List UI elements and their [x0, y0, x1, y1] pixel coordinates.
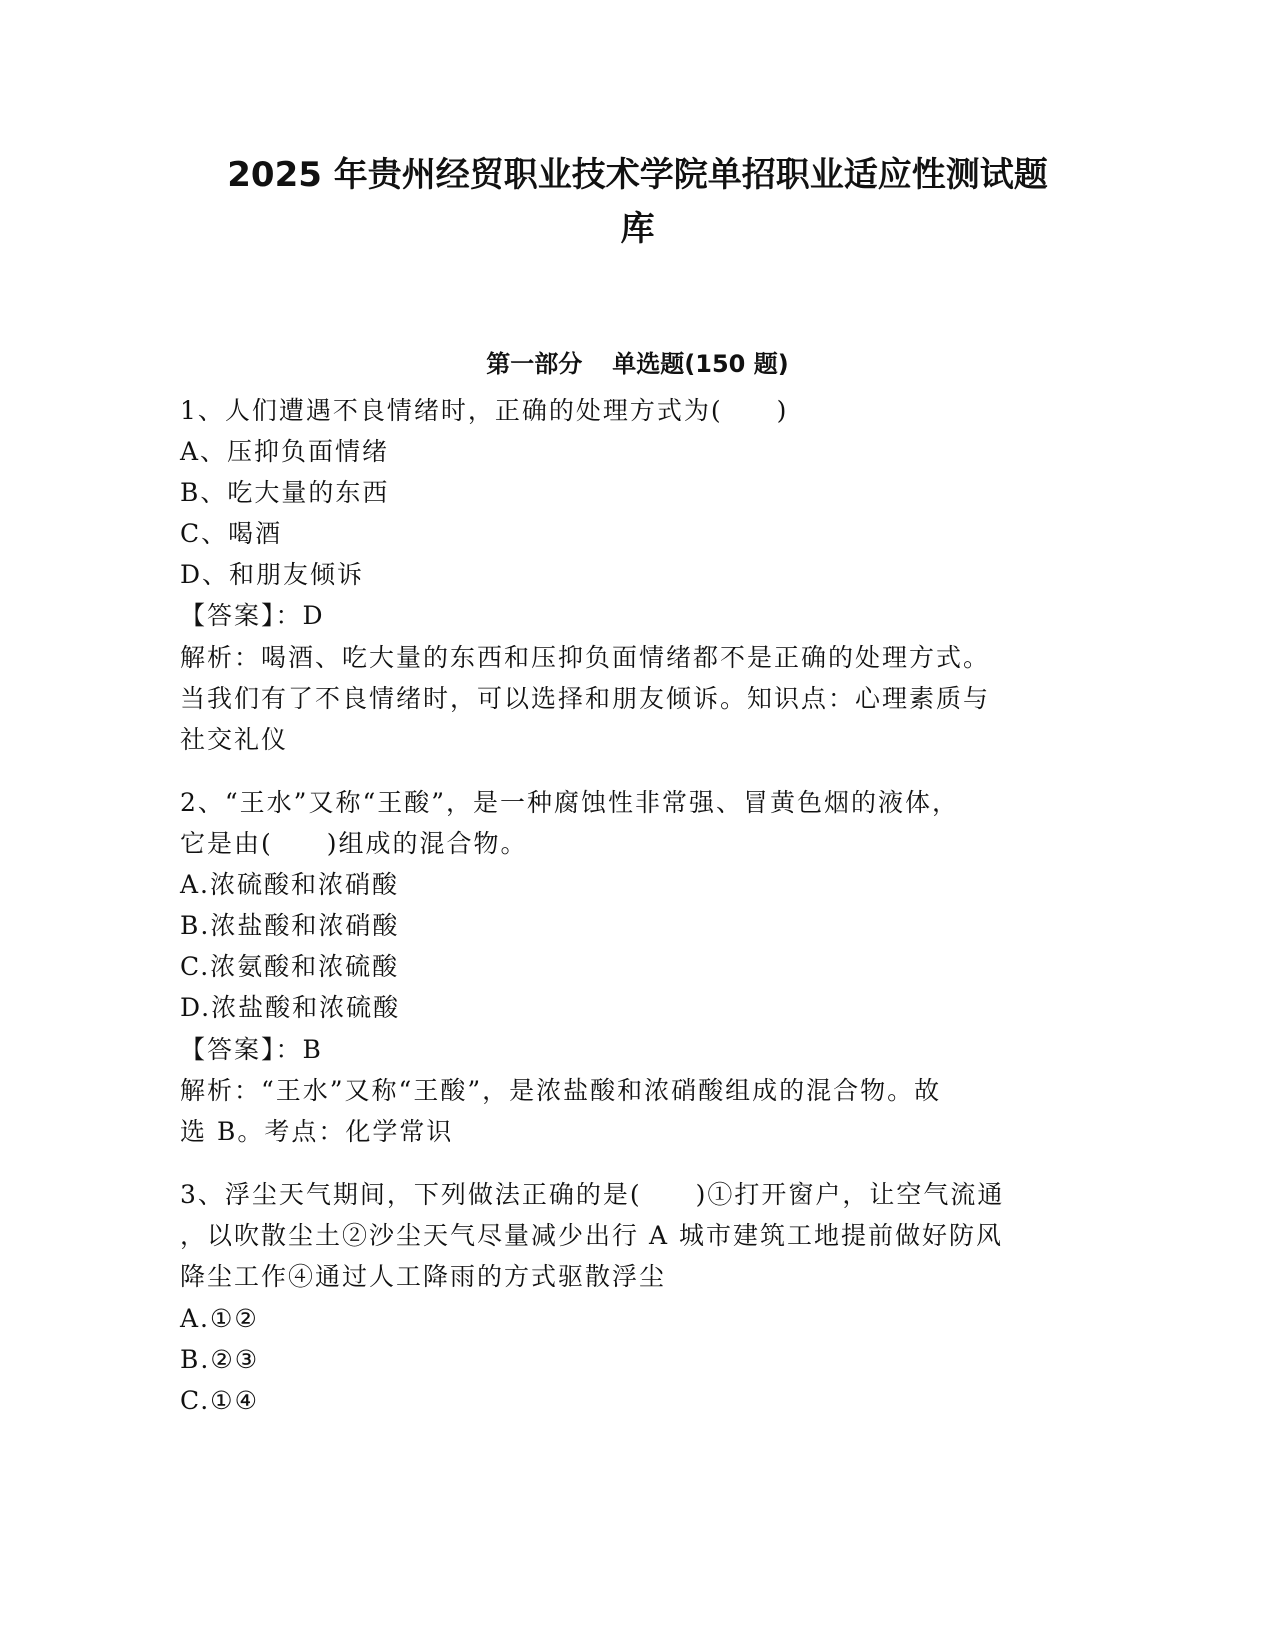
- question-2-option-a: A.浓硫酸和浓硝酸: [180, 870, 400, 899]
- document-title-line-1: 2025 年贵州经贸职业技术学院单招职业适应性测试题: [227, 155, 1048, 195]
- question-1-option-b: B、吃大量的东西: [180, 478, 390, 507]
- question-1-analysis-line-2: 当我们有了不良情绪时，可以选择和朋友倾诉。知识点：心理素质与: [180, 684, 991, 713]
- question-1-option-c: C、喝酒: [180, 519, 283, 548]
- question-3-option-c: C.①④: [180, 1386, 260, 1415]
- question-3-option-b: B.②③: [180, 1345, 260, 1374]
- question-1-option-a: A、压抑负面情绪: [180, 437, 390, 466]
- question-2-answer: 【答案】：B: [180, 1035, 323, 1064]
- document-title: [180, 148, 1095, 256]
- question-2-stem-line-1: 2、“王水”又称“王酸”，是一种腐蚀性非常强、冒黄色烟的液体，: [180, 788, 960, 817]
- document-title-line-2: 库: [620, 209, 655, 249]
- question-1-analysis-line-3: 社交礼仪: [180, 725, 289, 754]
- question-1-answer: 【答案】：D: [180, 601, 325, 630]
- question-3-stem-line-1: 3、浮尘天气期间，下列做法正确的是( )①打开窗户，让空气流通: [180, 1180, 1005, 1209]
- question-3-stem-line-2: ，以吹散尘土②沙尘天气尽量减少出行 A 城市建筑工地提前做好防风: [180, 1221, 1003, 1250]
- question-2-option-b: B.浓盐酸和浓硝酸: [180, 911, 400, 940]
- question-3-stem-line-3: 降尘工作④通过人工降雨的方式驱散浮尘: [180, 1262, 667, 1291]
- question-1-option-d: D、和朋友倾诉: [180, 560, 365, 589]
- question-2-option-c: C.浓氨酸和浓硫酸: [180, 952, 400, 981]
- question-2-stem-line-2: 它是由( )组成的混合物。: [180, 829, 528, 858]
- question-1-analysis-line-1: 解析：喝酒、吃大量的东西和压抑负面情绪都不是正确的处理方式。: [180, 643, 991, 672]
- question-1-stem: 1、人们遭遇不良情绪时，正确的处理方式为( ): [180, 396, 789, 425]
- section-heading-part: 第一部分: [486, 350, 583, 378]
- section-heading: [180, 346, 1095, 382]
- question-2-analysis-line-2: 选 B。考点：化学常识: [180, 1117, 454, 1146]
- section-heading-type: 单选题(150 题): [612, 350, 789, 378]
- question-3-option-a: A.①②: [180, 1304, 259, 1333]
- question-2-analysis-line-1: 解析：“王水”又称“王酸”，是浓盐酸和浓硝酸组成的混合物。故: [180, 1076, 942, 1105]
- question-2-option-d: D.浓盐酸和浓硫酸: [180, 993, 401, 1022]
